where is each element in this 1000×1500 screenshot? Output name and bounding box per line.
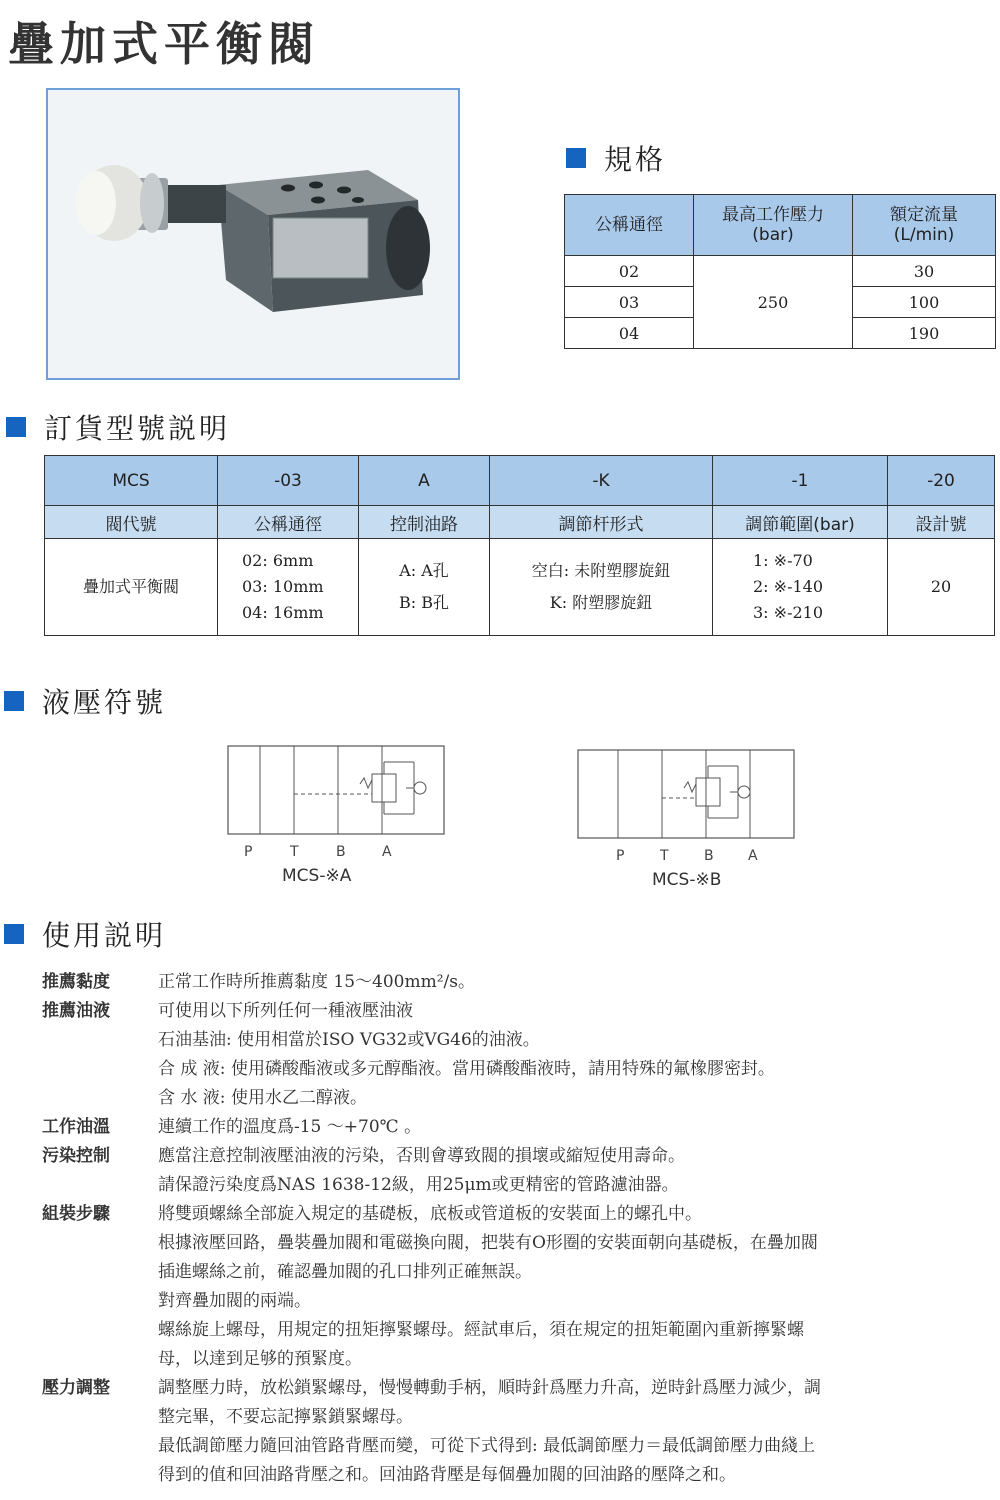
usage-row: 組裝步驟 將雙頭螺絲全部旋入規定的基礎板，底板或管道板的安裝面上的螺孔中。 根據液壓回路，疊裝疊加閥和電磁換向閥，把裝有O形圈的安裝面朝向基礎板，在疊加閥 插進螺絲之前，確認疊加閥的孔口排列正確無誤。 對齊疊加閥的兩端。 螺絲旋上螺母，用規定的扭矩擰緊螺母。經試車后，須在規定的扭矩範圍內重新擰緊螺 母，以達到足够的預緊度。 (42, 1204, 818, 1369)
symbol-mcs-b (576, 748, 798, 890)
ordering-heading: 訂貨型號説明 (6, 407, 230, 447)
hydraulic-symbol-a-diagram (226, 744, 448, 838)
order-code: -K (490, 456, 713, 506)
product-photo (46, 88, 460, 380)
order-code-table (44, 455, 995, 636)
order-value-name: 疊加式平衡閥 (45, 539, 218, 636)
order-value-design: 20 (888, 539, 995, 636)
spec-size: 03 (565, 287, 694, 318)
spec-flow: 30 (853, 256, 996, 287)
usage-content (42, 968, 982, 1490)
spec-size: 04 (565, 318, 694, 349)
symbol-b-caption: MCS-※B (652, 870, 722, 890)
spec-header: 最高工作壓力 (bar) (694, 195, 853, 256)
order-label: 公稱通徑 (218, 506, 359, 539)
heading-square-icon (4, 691, 24, 711)
valve-illustration (48, 90, 458, 378)
order-label: 調節範圍(bar) (713, 506, 888, 539)
hydraulic-symbol-b-diagram (576, 748, 798, 842)
symbol-b-ports: P T B A (616, 848, 758, 864)
order-code: MCS (45, 456, 218, 506)
symbol-mcs-a (226, 744, 448, 886)
order-value-knob: 空白: 未附塑膠旋鈕 K: 附塑膠旋鈕 (490, 539, 713, 636)
symbol-a-caption: MCS-※A (282, 866, 352, 886)
order-code: -20 (888, 456, 995, 506)
order-code: -1 (713, 456, 888, 506)
heading-square-icon (6, 417, 26, 437)
symbol-a-ports: P T B A (244, 844, 392, 860)
order-label: 閥代號 (45, 506, 218, 539)
spec-header: 公稱通徑 (565, 195, 694, 256)
order-value-control: A: A孔 B: B孔 (359, 539, 490, 636)
spec-header: 額定流量 (L/min) (853, 195, 996, 256)
heading-square-icon (4, 924, 24, 944)
spec-pressure: 250 (694, 256, 853, 349)
order-label: 控制油路 (359, 506, 490, 539)
usage-row: 推薦黏度 正常工作時所推薦黏度 15～400mm²/s。 (42, 972, 475, 992)
spec-flow: 100 (853, 287, 996, 318)
order-code: A (359, 456, 490, 506)
spec-flow: 190 (853, 318, 996, 349)
spec-size: 02 (565, 256, 694, 287)
page-title: 疊加式平衡閥 (8, 17, 320, 71)
usage-row: 推薦油液 可使用以下所列任何一種液壓油液 石油基油: 使用相當於ISO VG32或VG46的油液。 合 成 液: 使用磷酸酯液或多元醇酯液。當用磷酸酯液時，請用特殊的氟橡膠密封。 含 水 液: 使用水乙二醇液。 (42, 1001, 775, 1108)
usage-row: 壓力調整 調整壓力時，放松鎖緊螺母，慢慢轉動手柄，順時針爲壓力升高，逆時針爲壓力減少，調 整完畢，不要忘記擰緊鎖緊螺母。 最低調節壓力隨回油管路背壓而變，可從下式得到: 最低調節壓力＝最低調節壓力曲綫上 得到的值和回油路背壓之和。回油路背壓是每個疊加閥的回油路的壓降之和。 (42, 1378, 821, 1485)
usage-heading: 使用説明 (4, 914, 166, 954)
specs-heading: 規格 (566, 138, 666, 178)
spec-table (564, 194, 996, 349)
order-label: 調節杆形式 (490, 506, 713, 539)
heading-square-icon (566, 148, 586, 168)
usage-row: 污染控制 應當注意控制液壓油液的污染，否則會導致閥的損壞或縮短使用壽命。 請保證污染度爲NAS 1638-12級，用25μm或更精密的管路濾油器。 (42, 1146, 685, 1195)
order-code: -03 (218, 456, 359, 506)
symbol-heading: 液壓符號 (4, 681, 166, 721)
usage-row: 工作油溫 連續工作的溫度爲-15 ～+70℃ 。 (42, 1117, 422, 1137)
order-label: 設計號 (888, 506, 995, 539)
order-value-sizes: 02: 6mm 03: 10mm 04: 16mm (218, 539, 359, 636)
order-value-range: 1: ※-70 2: ※-140 3: ※-210 (713, 539, 888, 636)
